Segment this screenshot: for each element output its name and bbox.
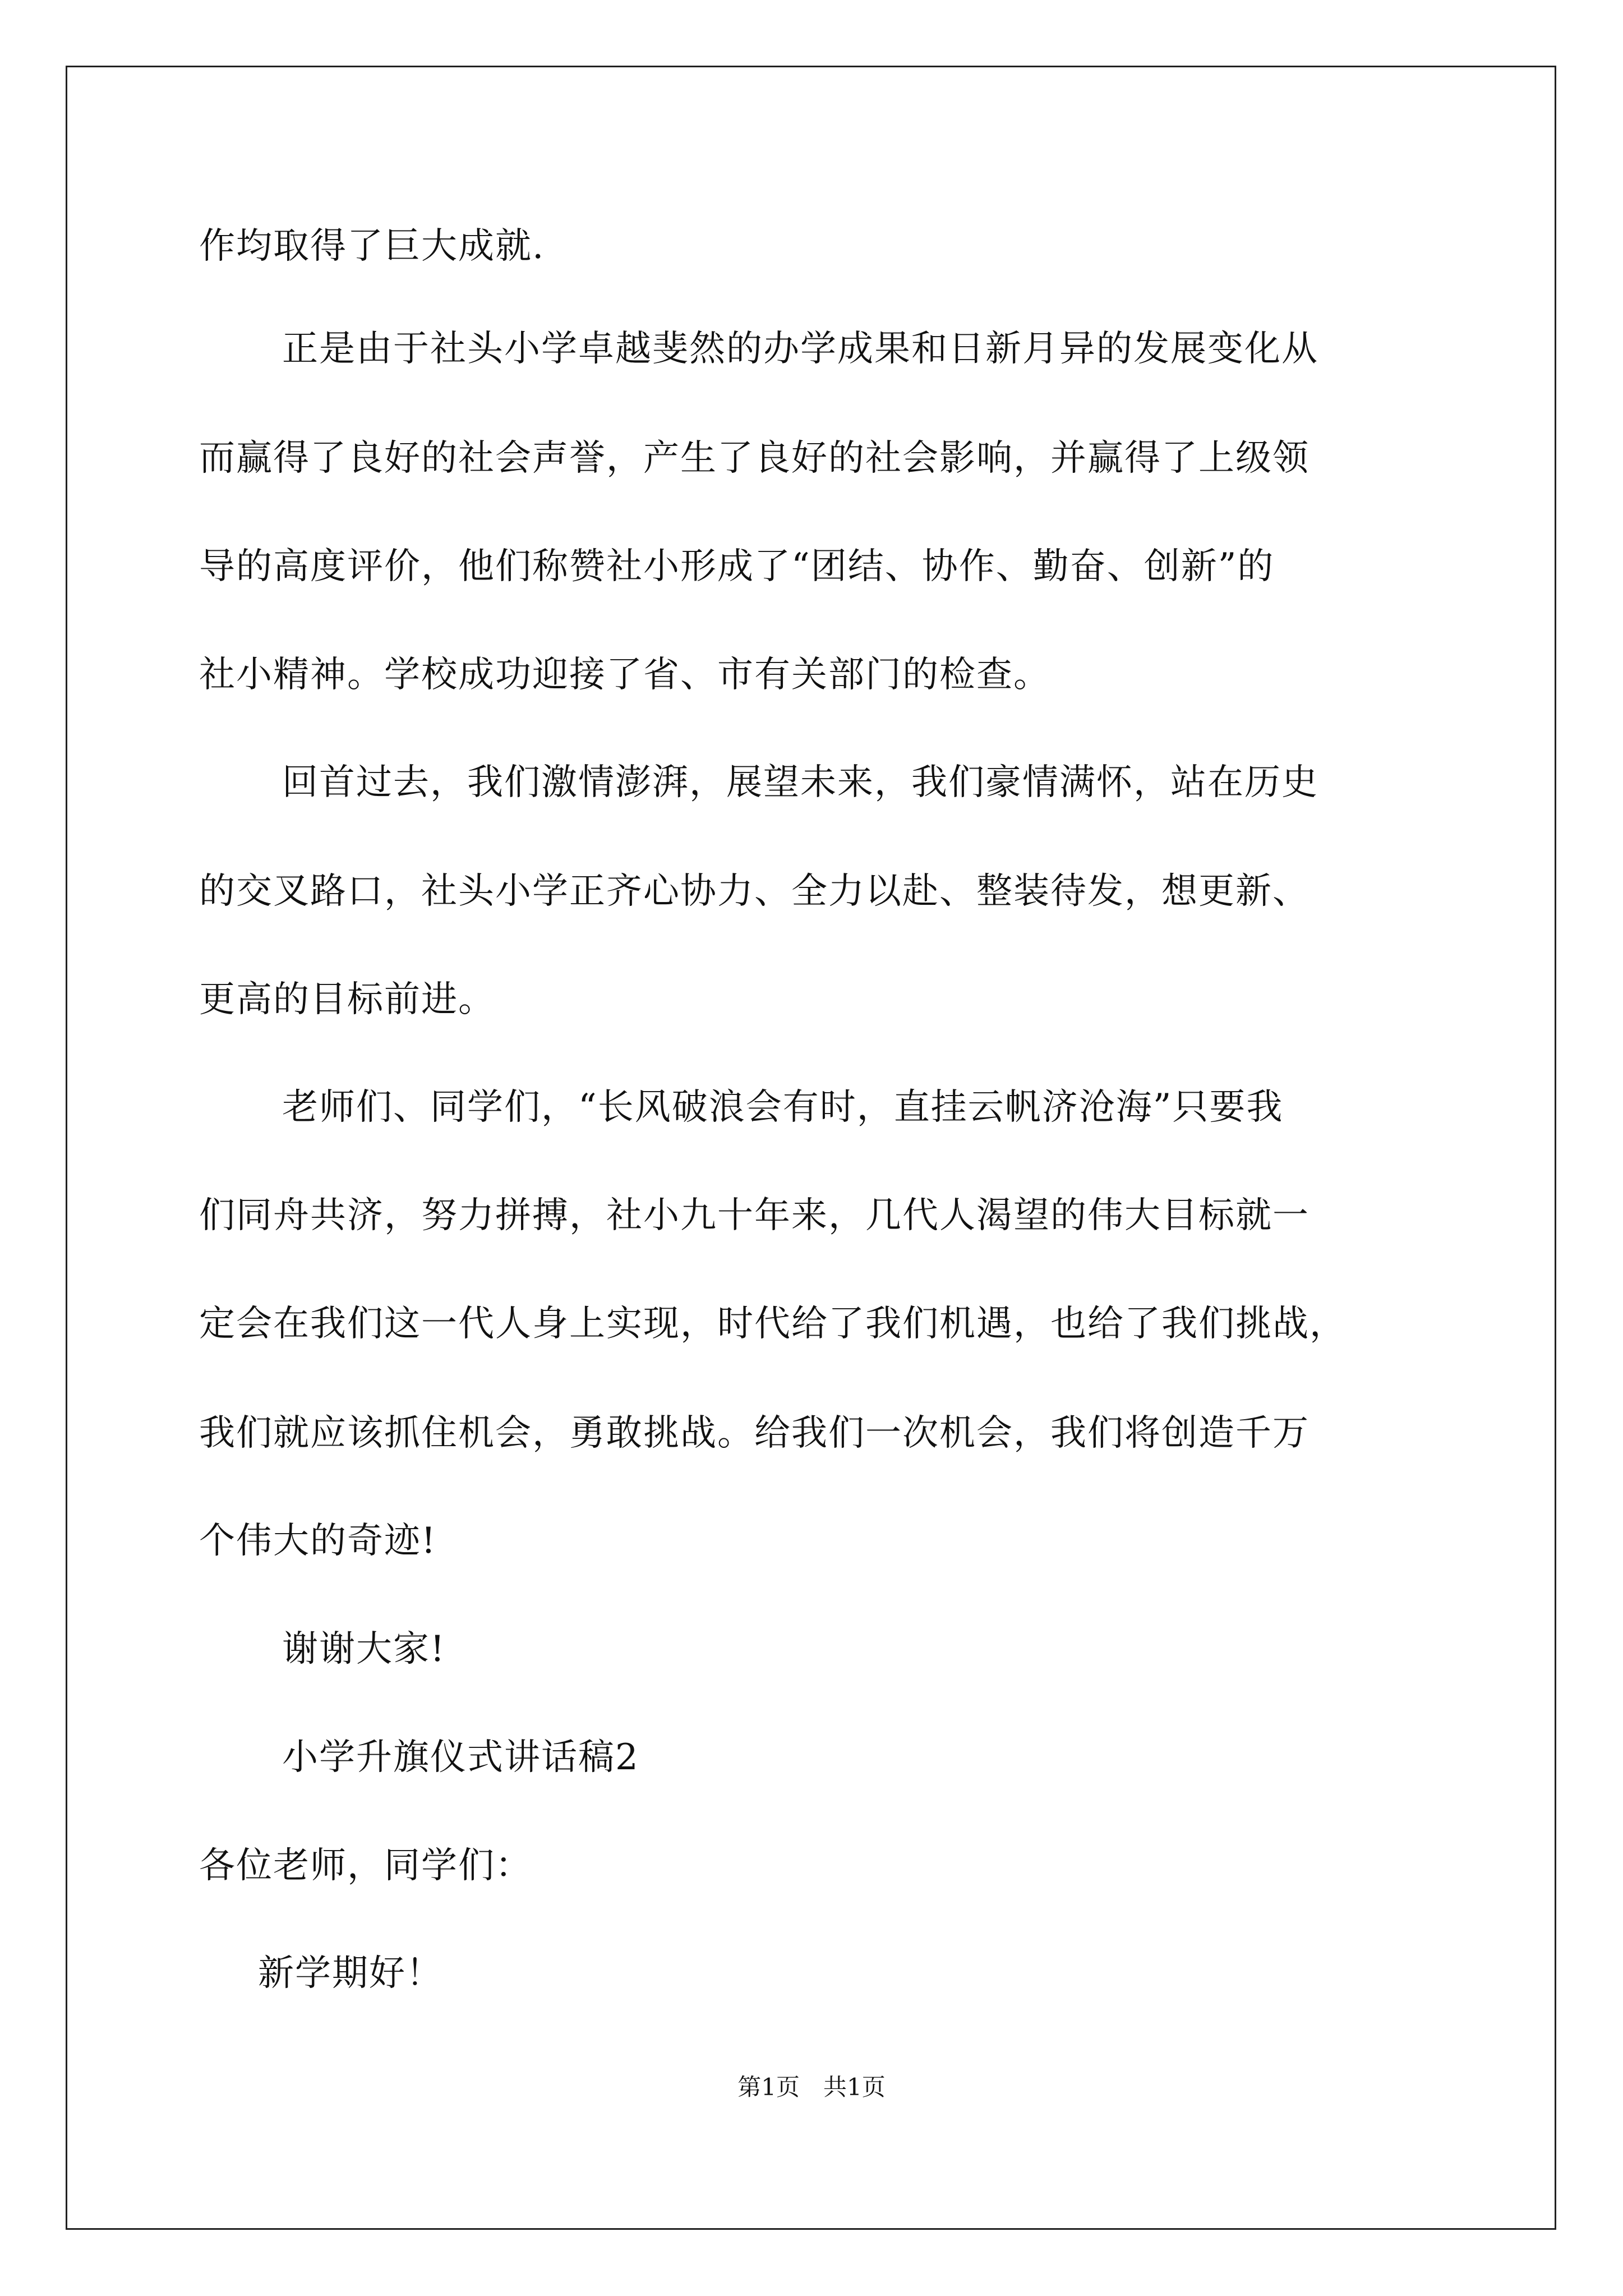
page-footer: 第1页 共1页 [737, 2073, 886, 2101]
text-line: 定会在我们这一代人身上实现，时代给了我们机遇，也给了我们挑战， [199, 1303, 1347, 1345]
text-line: 更高的目标前进。 [199, 979, 495, 1020]
paragraph-start: 回首过去，我们激情澎湃，展望未来，我们豪情满怀，站在历史 [282, 762, 1318, 803]
greeting: 新学期好！ [258, 1953, 443, 1994]
text-line: 们同舟共济，努力拼搏，社小九十年来，几代人渴望的伟大目标就一 [199, 1195, 1310, 1236]
text-line: 的交叉路口，社头小学正齐心协力、全力以赴、整装待发，想更新、 [199, 871, 1310, 912]
closing-line: 谢谢大家! [282, 1628, 446, 1670]
text-line: 社小精神。学校成功迎接了省、市有关部门的检查。 [199, 654, 1050, 696]
section-heading: 小学升旗仪式讲话稿2 [282, 1737, 639, 1778]
text-line: 个伟大的奇迹! [199, 1520, 437, 1562]
text-line: 作均取得了巨大成就. [199, 226, 545, 267]
paragraph-start: 正是由于社头小学卓越斐然的办学成果和日新月异的发展变化从 [282, 328, 1318, 370]
page-border [66, 66, 1556, 2230]
text-line: 我们就应该抓住机会，勇敢挑战。给我们一次机会，我们将创造千万 [199, 1412, 1310, 1454]
text-line: 而赢得了良好的社会声誉，产生了良好的社会影响，并赢得了上级领 [199, 438, 1310, 479]
salutation: 各位老师，同学们： [199, 1845, 532, 1887]
text-line: 导的高度评价，他们称赞社小形成了“团结、协作、勤奋、创新”的 [199, 546, 1275, 587]
paragraph-start: 老师们、同学们，“长风破浪会有时，直挂云帆济沧海”只要我 [282, 1087, 1284, 1128]
